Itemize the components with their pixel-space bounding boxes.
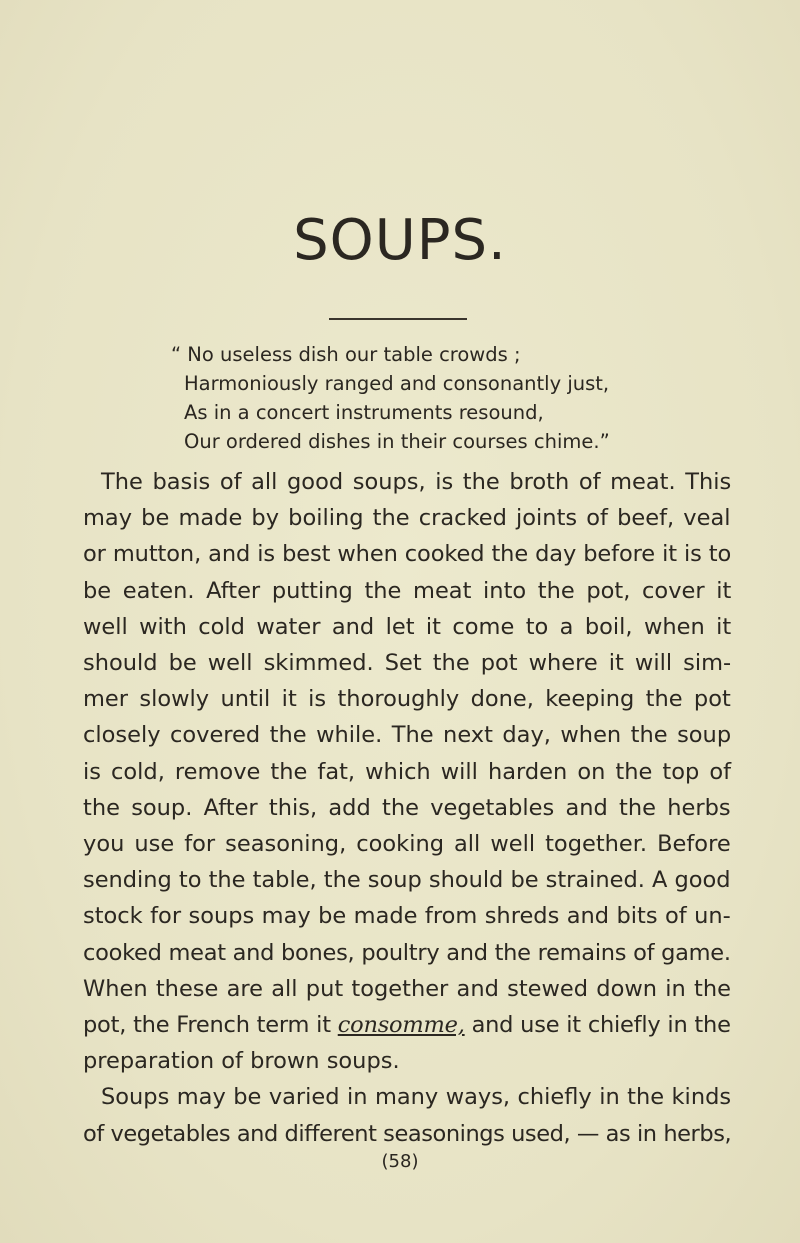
text-line — [83, 609, 731, 645]
text-line — [83, 573, 731, 609]
text-line — [83, 645, 731, 681]
text-line — [83, 790, 731, 826]
title-divider — [329, 318, 467, 320]
text-line-content — [83, 1007, 731, 1043]
text-line-content: closely covered the while. The next day, when the soup — [83, 722, 732, 749]
text-line — [83, 1007, 731, 1043]
epigraph-line: Harmoniously ranged and consonantly just, — [184, 372, 610, 395]
text-line — [83, 862, 731, 898]
text-fragment: and use it chiefly in the — [471, 1012, 731, 1039]
text-line — [83, 1116, 731, 1152]
text-line — [83, 754, 731, 790]
text-line-content: cooked meat and bones, poultry and the remains of game. — [83, 939, 731, 966]
text-line — [83, 971, 731, 1007]
text-line-content: The basis of all good soups, is the broth of meat. This — [101, 469, 732, 495]
text-line-content: Soups may be varied in many ways, chiefly in the kinds — [101, 1084, 732, 1111]
page-number: (58) — [381, 1151, 419, 1172]
text-line-content: the soup. After this, add the vegetables and the herbs — [83, 794, 731, 821]
text-line — [83, 464, 731, 500]
text-line — [83, 1043, 731, 1079]
text-line — [83, 935, 731, 971]
text-line — [83, 717, 731, 753]
text-line-content: or mutton, and is best when cooked the day before it is to — [83, 541, 732, 568]
text-line-content: sending to the table, the soup should be strained. A good — [83, 867, 731, 894]
epigraph-line: Our ordered dishes in their courses chime.” — [184, 430, 610, 453]
text-fragment: pot, the French term it — [83, 1012, 331, 1039]
text-line — [83, 826, 731, 862]
epigraph — [171, 340, 744, 456]
text-line-content: may be made by boiling the cracked joints of beef, veal — [83, 505, 731, 532]
text-line-content: is cold, remove the fat, which will harden on the top of — [83, 758, 732, 785]
text-line-content: When these are all put together and stewed down in the — [83, 975, 731, 1002]
page-title: SOUPS. — [293, 208, 507, 273]
text-line — [83, 536, 731, 572]
text-line — [83, 500, 731, 536]
text-line-content: you use for seasoning, cooking all well together. Before — [83, 831, 731, 858]
text-line — [83, 898, 731, 934]
consomme-term: consomme, — [337, 1012, 465, 1039]
epigraph-line: “ No useless dish our table crowds ; — [171, 343, 521, 366]
text-line-content: well with cold water and let it come to a boil, when it — [83, 613, 732, 640]
text-line-content: be eaten. After putting the meat into the pot, cover it — [83, 577, 732, 604]
text-line-content: preparation of brown soups. — [83, 1048, 400, 1075]
text-line-content: of vegetables and different seasonings used, — as in herbs, — [83, 1120, 732, 1147]
body-text — [83, 464, 731, 1152]
text-line — [83, 1079, 731, 1115]
text-line — [83, 681, 731, 717]
epigraph-line: As in a concert instruments resound, — [184, 401, 544, 424]
text-line-content: mer slowly until it is thoroughly done, keeping the pot — [83, 686, 731, 713]
text-line-content: stock for soups may be made from shreds and bits of un- — [83, 903, 731, 930]
text-line-content: should be well skimmed. Set the pot where it will sim- — [83, 650, 732, 677]
